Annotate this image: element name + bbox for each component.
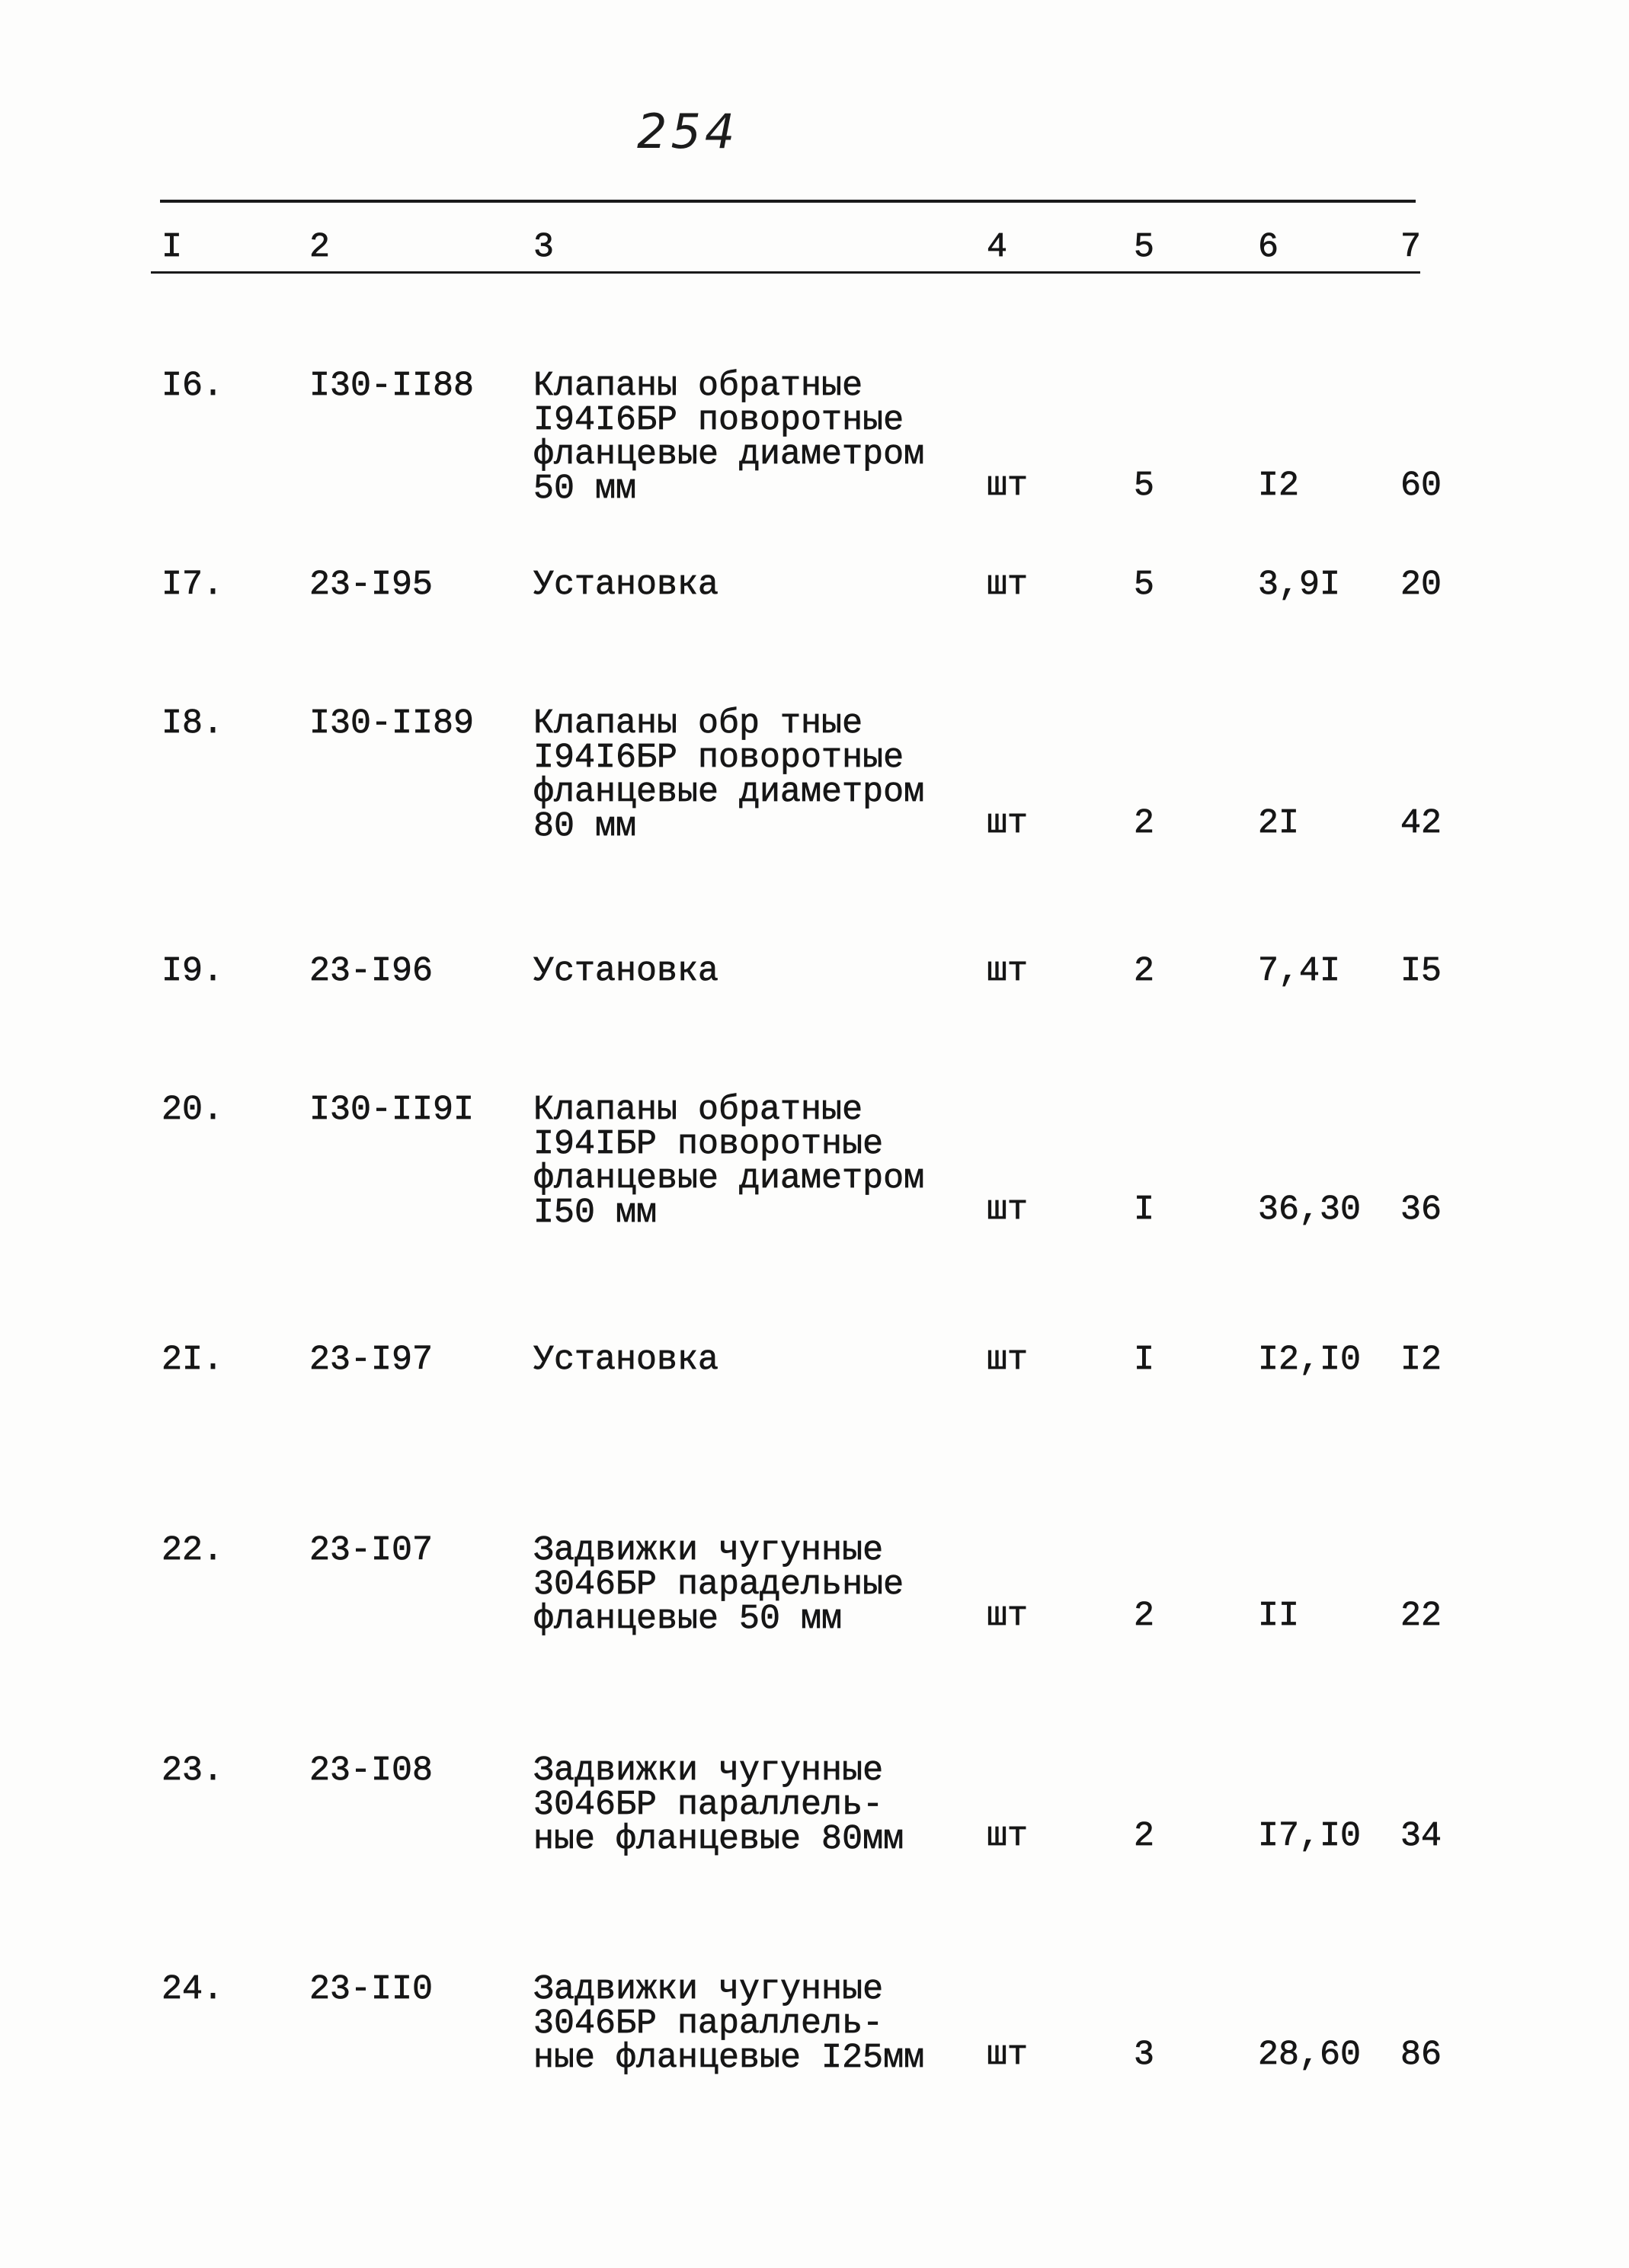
row-quantity: I <box>1134 1341 1155 1379</box>
row-price: I2 <box>1258 466 1300 505</box>
row-unit: шт <box>987 466 1029 505</box>
row-code: 23-I08 <box>309 1751 434 1790</box>
row-price: II <box>1258 1597 1300 1635</box>
row-number: 23. <box>162 1751 224 1790</box>
description-line: Установка <box>533 565 719 604</box>
row-price: 28,60 <box>1258 2036 1362 2074</box>
description-line: I94IБР поворотные <box>533 1125 884 1164</box>
row-unit: шт <box>987 1597 1029 1635</box>
row-price: I2,I0 <box>1258 1341 1362 1379</box>
row-total: 60 <box>1400 466 1442 505</box>
row-description <box>533 1972 924 2075</box>
column-header-7: 7 <box>1400 228 1422 267</box>
table-row <box>0 1533 1629 1686</box>
row-description <box>533 1751 904 1859</box>
table-row <box>0 565 1629 720</box>
row-total: 20 <box>1400 565 1442 604</box>
page-number: 254 <box>637 104 739 159</box>
row-code: 23-II0 <box>309 1970 434 2009</box>
row-number: I6. <box>162 367 224 405</box>
row-description <box>533 706 924 844</box>
row-price: 3,9I <box>1258 565 1341 604</box>
table-row <box>0 1093 1629 1245</box>
row-total: 22 <box>1400 1597 1442 1635</box>
description-line: ные фланцевые 80мм <box>533 1820 904 1859</box>
description-line: 3046БР парадельные <box>533 1565 904 1604</box>
description-line: 50 мм <box>533 469 637 508</box>
column-header-rule <box>151 271 1420 274</box>
row-unit: шт <box>987 1817 1029 1856</box>
table-top-rule <box>160 200 1416 203</box>
row-number: I9. <box>162 952 224 991</box>
row-number: I8. <box>162 704 224 743</box>
description-line: Задвижки чугунные <box>533 1970 884 2009</box>
row-code: I30-II88 <box>309 367 475 405</box>
row-price: 7,4I <box>1258 952 1341 991</box>
row-description <box>533 1093 924 1230</box>
description-line: фланцевые 50 мм <box>533 1600 843 1639</box>
row-unit: шт <box>987 1341 1029 1379</box>
row-total: 42 <box>1400 804 1442 843</box>
description-line: 80 мм <box>533 807 637 846</box>
row-total: I5 <box>1400 952 1442 991</box>
row-description <box>533 952 719 991</box>
row-quantity: 2 <box>1134 1597 1155 1635</box>
row-number: 24. <box>162 1970 224 2009</box>
row-quantity: 5 <box>1134 466 1155 505</box>
description-line: фланцевые диаметром <box>533 773 925 812</box>
row-price: 2I <box>1258 804 1300 843</box>
row-number: 22. <box>162 1531 224 1570</box>
table-row <box>0 1751 1629 1906</box>
row-unit: шт <box>987 2036 1029 2074</box>
row-code: I30-II89 <box>309 704 475 743</box>
row-code: 23-I97 <box>309 1341 434 1379</box>
row-number: 20. <box>162 1091 224 1129</box>
row-unit: шт <box>987 565 1029 604</box>
row-total: I2 <box>1400 1341 1442 1379</box>
description-line: Клапаны обратные <box>533 367 863 405</box>
row-number: 2I. <box>162 1341 224 1379</box>
column-header-1: I <box>162 228 183 267</box>
row-total: 36 <box>1400 1190 1442 1229</box>
column-header-2: 2 <box>309 228 331 267</box>
description-line: фланцевые диаметром <box>533 1159 925 1198</box>
description-line: Установка <box>533 1341 719 1379</box>
description-line: Клапаны обратные <box>533 1091 863 1129</box>
description-line: I94I6БР поворотные <box>533 738 904 777</box>
row-price: 36,30 <box>1258 1190 1362 1229</box>
description-line: I94I6БР поворотные <box>533 401 904 440</box>
table-row <box>0 1972 1629 2125</box>
table-row <box>0 1343 1629 1495</box>
row-quantity: 2 <box>1134 1817 1155 1856</box>
description-line: ные фланцевые I25мм <box>533 2039 925 2077</box>
description-line: 3046БР параллель- <box>533 2004 884 2043</box>
column-header-5: 5 <box>1134 228 1155 267</box>
row-unit: шт <box>987 952 1029 991</box>
row-code: I30-II9I <box>309 1091 475 1129</box>
row-description <box>533 369 924 506</box>
row-code: 23-I96 <box>309 952 434 991</box>
description-line: Установка <box>533 952 719 991</box>
row-total: 86 <box>1400 2036 1442 2074</box>
row-unit: шт <box>987 804 1029 843</box>
description-line: I50 мм <box>533 1193 658 1232</box>
column-header-row <box>0 228 1629 267</box>
row-code: 23-I95 <box>309 565 434 604</box>
column-header-4: 4 <box>987 228 1008 267</box>
description-line: Задвижки чугунные <box>533 1751 884 1790</box>
row-description <box>533 565 719 604</box>
row-quantity: 2 <box>1134 952 1155 991</box>
row-quantity: I <box>1134 1190 1155 1229</box>
row-price: I7,I0 <box>1258 1817 1362 1856</box>
row-description <box>533 1531 904 1639</box>
row-total: 34 <box>1400 1817 1442 1856</box>
description-line: Клапаны обр тные <box>533 704 863 743</box>
row-unit: шт <box>987 1190 1029 1229</box>
row-quantity: 2 <box>1134 804 1155 843</box>
description-line: Задвижки чугунные <box>533 1531 884 1570</box>
table-row <box>0 954 1629 1107</box>
row-quantity: 3 <box>1134 2036 1155 2074</box>
column-header-6: 6 <box>1258 228 1279 267</box>
description-line: 3046БР параллель- <box>533 1786 884 1824</box>
table-row <box>0 369 1629 521</box>
column-header-3: 3 <box>533 228 555 267</box>
row-code: 23-I07 <box>309 1531 434 1570</box>
row-number: I7. <box>162 565 224 604</box>
row-quantity: 5 <box>1134 565 1155 604</box>
table-row <box>0 706 1629 859</box>
description-line: фланцевые диаметром <box>533 435 925 474</box>
row-description <box>533 1343 718 1377</box>
